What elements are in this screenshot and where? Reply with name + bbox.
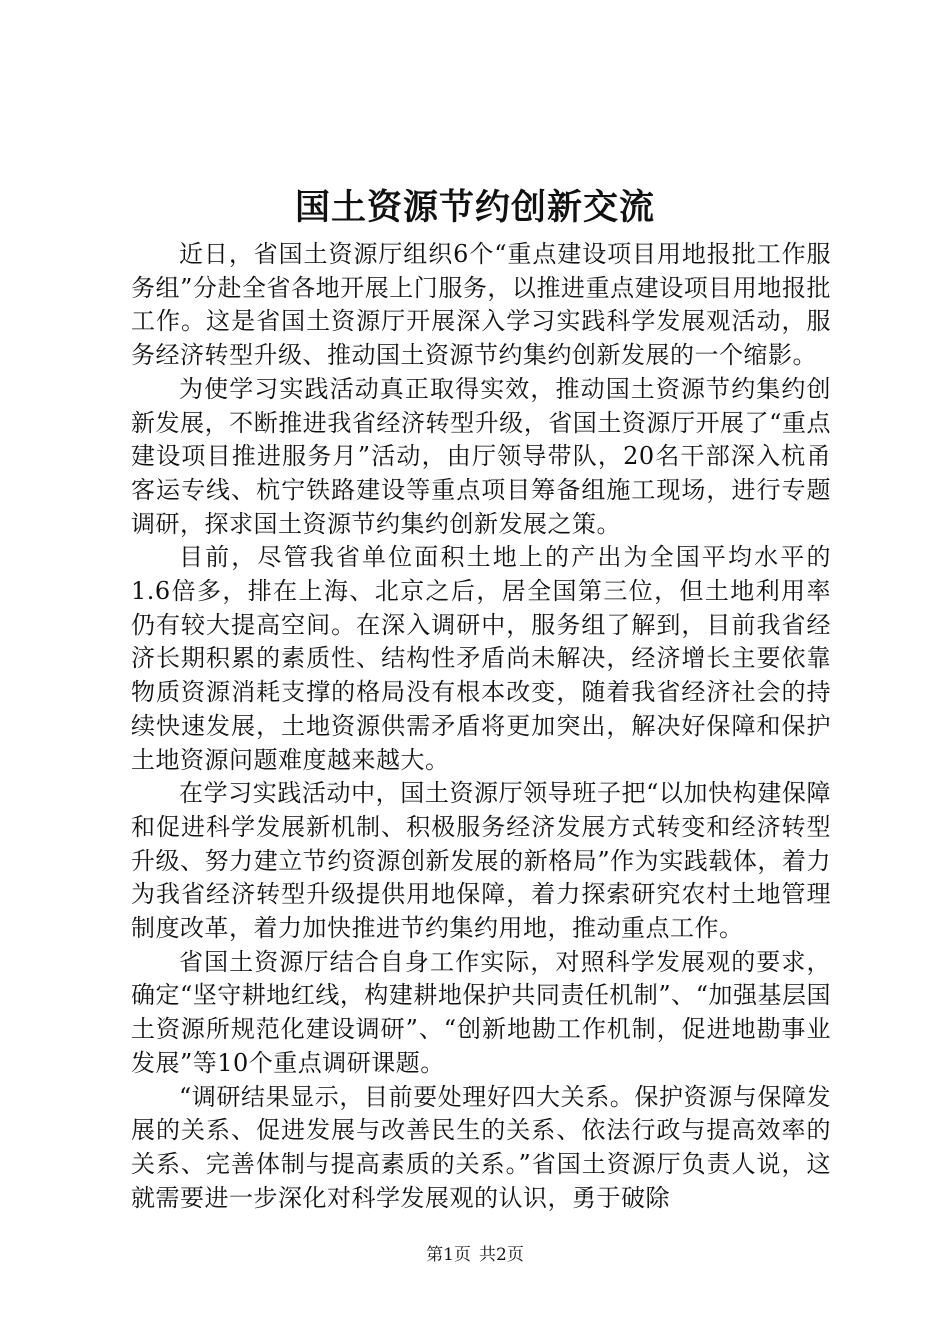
paragraph-4: 在学习实践活动中，国土资源厅领导班子把“以加快构建保障和促进科学发展新机制、积极服务经济发展方式转变和经济转型升级、努力建立节约资源创新发展的新格局”作为实践载体，着力为我省经济转型升级提供用地保障，着力探索研究农村土地管理制度改革，着力加快推进节约集约用地，推动重点工作。 — [131, 779, 831, 943]
paragraph-6: “调研结果显示，目前要处理好四大关系。保护资源与保障发展的关系、促进发展与改善民生的关系、依法行政与提高效率的关系、完善体制与提高素质的关系。”省国土资源厅负责人说，这就需要进一步深化对科学发展观的认识，勇于破除 — [131, 1082, 831, 1212]
document-body — [131, 238, 831, 1215]
paragraph-3: 目前，尽管我省单位面积土地上的产出为全国平均水平的1.6倍多，排在上海、北京之后，居全国第三位，但土地利用率仍有较大提高空间。在深入调研中，服务组了解到，目前我省经济长期积累的素质性、结构性矛盾尚未解决，经济增长主要依靠物质资源消耗支撑的格局没有根本改变，随着我省经济社会的持续快速发展，土地资源供需矛盾将更加突出，解决好保障和保护土地资源问题难度越来越大。 — [131, 543, 831, 774]
document-title: 国土资源节约创新交流 — [294, 187, 655, 228]
paragraph-1: 近日，省国土资源厅组织6个“重点建设项目用地报批工作服务组”分赴全省各地开展上门服务，以推进重点建设项目用地报批工作。这是省国土资源厅开展深入学习实践科学发展观活动，服务经济转型升级、推动国土资源节约集约创新发展的一个缩影。 — [131, 240, 831, 370]
page-number-current: 第1页 — [426, 1245, 471, 1265]
paragraph-2: 为使学习实践活动真正取得实效，推动国土资源节约集约创新发展，不断推进我省经济转型升级，省国土资源厅开展了“重点建设项目推进服务月”活动，由厅领导带队，20名干部深入杭甬客运专线、杭宁铁路建设等重点项目筹备组施工现场，进行专题调研，探求国土资源节约集约创新发展之策。 — [131, 374, 831, 538]
page-footer — [0, 1244, 950, 1266]
paragraph-5: 省国土资源厅结合自身工作实际，对照科学发展观的要求，确定“坚守耕地红线，构建耕地保护共同责任机制”、“加强基层国土资源所规范化建设调研”、“创新地勘工作机制，促进地勘事业发展”等10个重点调研课题。 — [131, 947, 831, 1077]
page-number-total: 共2页 — [479, 1245, 524, 1265]
